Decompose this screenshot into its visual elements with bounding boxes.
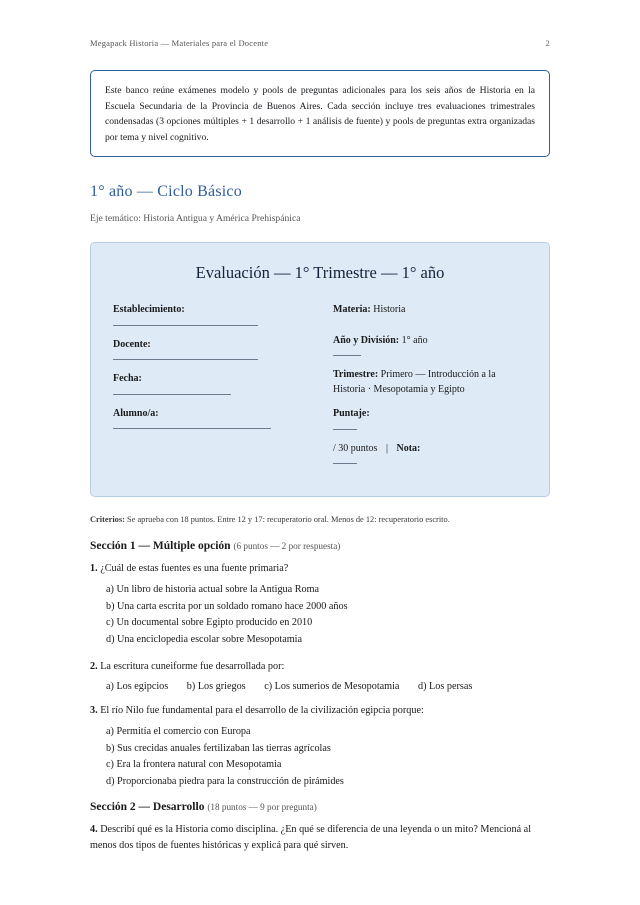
exam-card (90, 242, 550, 497)
question-4-number: 4. (90, 824, 98, 836)
option[interactable]: a) Permitía el comercio con Europa (106, 726, 251, 738)
field-establecimiento (113, 303, 307, 318)
header-title: Megapack Historia — Materiales para el Docente (90, 38, 269, 48)
question-1-number: 1. (90, 563, 98, 575)
fecha-label: Fecha: (113, 373, 142, 385)
seccion1-heading (90, 540, 550, 552)
field-materia (333, 303, 527, 318)
materia-label: Materia: (333, 304, 371, 316)
puntaje-label: Puntaje: (333, 408, 370, 420)
trimestre-value: Primero — Introducción a la Historia · Mesopotamia y Egipto (333, 369, 496, 395)
eje-tematico: Eje temático: Historia Antigua y América Prehispánica (90, 213, 301, 225)
seccion2-title: Sección 2 — Desarrollo (90, 801, 205, 814)
exam-fields-right (333, 303, 527, 476)
question-1-text: ¿Cuál de estas fuentes es una fuente primaria? (100, 563, 289, 575)
trimestre-label: Trimestre: (333, 369, 379, 381)
question-2-options (106, 681, 550, 692)
exam-fields-left (113, 303, 307, 476)
field-puntaje-total (333, 442, 527, 457)
intro-callout (90, 70, 550, 157)
question-2-text: La escritura cuneiforme fue desarrollada por: (100, 661, 285, 673)
option[interactable]: c) Un documental sobre Egipto producido en 2010 (106, 617, 313, 629)
field-anio-division (333, 334, 527, 349)
anio-value: 1° año (401, 334, 428, 346)
page-title: 1° año — Ciclo Básico (90, 183, 242, 201)
intro-text: Este banco reúne exámenes modelo y pools de preguntas adicionales para los seis años de Historia en la Escuela Secundaria de la Provincia de Buenos Aires. Cada sección incluye tres evaluaciones trimestrales condensadas (3 opciones múltiples + 1 desarrollo + 1 análisis de fuente) y pools de preguntas extra organizadas por tema y nivel cognitivo. (105, 85, 535, 143)
criterios-text: Se aprueba con 18 puntos. Entre 12 y 17: recuperatorio oral. Menos de 12: recuperatorio escrito. (126, 515, 450, 525)
docente-input-rule[interactable] (113, 359, 258, 360)
puntaje-input-rule[interactable] (333, 429, 357, 430)
option[interactable]: b) Una carta escrita por un soldado romano hace 2000 años (106, 600, 348, 612)
materia-value: Historia (373, 304, 406, 316)
seccion2-points: (18 puntos — 9 por pregunta) (207, 802, 317, 813)
seccion1-points: (6 puntos — 2 por respuesta) (233, 541, 341, 552)
exam-fields (113, 303, 527, 476)
option[interactable]: d) Una enciclopedia escolar sobre Mesopotamia (106, 633, 303, 645)
option[interactable]: c) Era la frontera natural con Mesopotamia (106, 759, 282, 771)
option[interactable]: d) Los persas (418, 680, 473, 692)
question-1-options (106, 582, 550, 648)
puntaje-total: / 30 puntos (333, 442, 378, 454)
question-1 (90, 561, 550, 576)
question-2-number: 2. (90, 661, 98, 673)
page-number: 2 (545, 38, 550, 48)
option[interactable]: a) Un libro de historia actual sobre la Antigua Roma (106, 584, 320, 596)
anio-input-rule[interactable] (333, 355, 361, 356)
alumno-label: Alumno/a: (113, 407, 159, 419)
question-3-number: 3. (90, 704, 98, 716)
nota-label: Nota: (396, 442, 421, 454)
option[interactable]: b) Los griegos (186, 680, 246, 692)
field-trimestre (333, 368, 527, 397)
field-fecha (113, 372, 307, 387)
establecimiento-input-rule[interactable] (113, 325, 258, 326)
anio-label: Año y División: (333, 334, 400, 346)
field-puntaje (333, 407, 527, 422)
seccion2-heading (90, 801, 550, 813)
option[interactable]: c) Los sumerios de Mesopotamia (264, 680, 400, 692)
fecha-input-rule[interactable] (113, 394, 231, 395)
field-docente (113, 338, 307, 353)
seccion1-title: Sección 1 — Múltiple opción (90, 540, 231, 553)
exam-title: Evaluación — 1° Trimestre — 1° año (195, 263, 445, 283)
option[interactable]: d) Proporcionaba piedra para la construcción de pirámides (106, 775, 344, 787)
nota-input-rule[interactable] (333, 463, 357, 464)
field-alumno (113, 407, 307, 422)
question-4-text: Describí qué es la Historia como disciplina. ¿En qué se diferencia de una leyenda o un mito? Mencioná al menos dos tipos de fuentes históricas y explicá para qué sirven. (90, 824, 532, 851)
question-3 (90, 703, 550, 718)
question-4 (90, 822, 550, 854)
question-2 (90, 659, 550, 674)
establecimiento-label: Establecimiento: (113, 304, 185, 316)
docente-label: Docente: (113, 338, 151, 350)
criterios-note (90, 515, 550, 524)
criterios-label: Criterios: (90, 515, 125, 525)
page-header (90, 38, 550, 48)
field-separator: | (385, 442, 388, 454)
question-3-text: El río Nilo fue fundamental para el desarrollo de la civilización egipcia porque: (100, 704, 424, 716)
option[interactable]: b) Sus crecidas anuales fertilizaban las tierras agrícolas (106, 742, 331, 754)
question-3-options (106, 724, 550, 790)
alumno-input-rule[interactable] (113, 428, 271, 429)
option[interactable]: a) Los egipcios (106, 680, 169, 692)
